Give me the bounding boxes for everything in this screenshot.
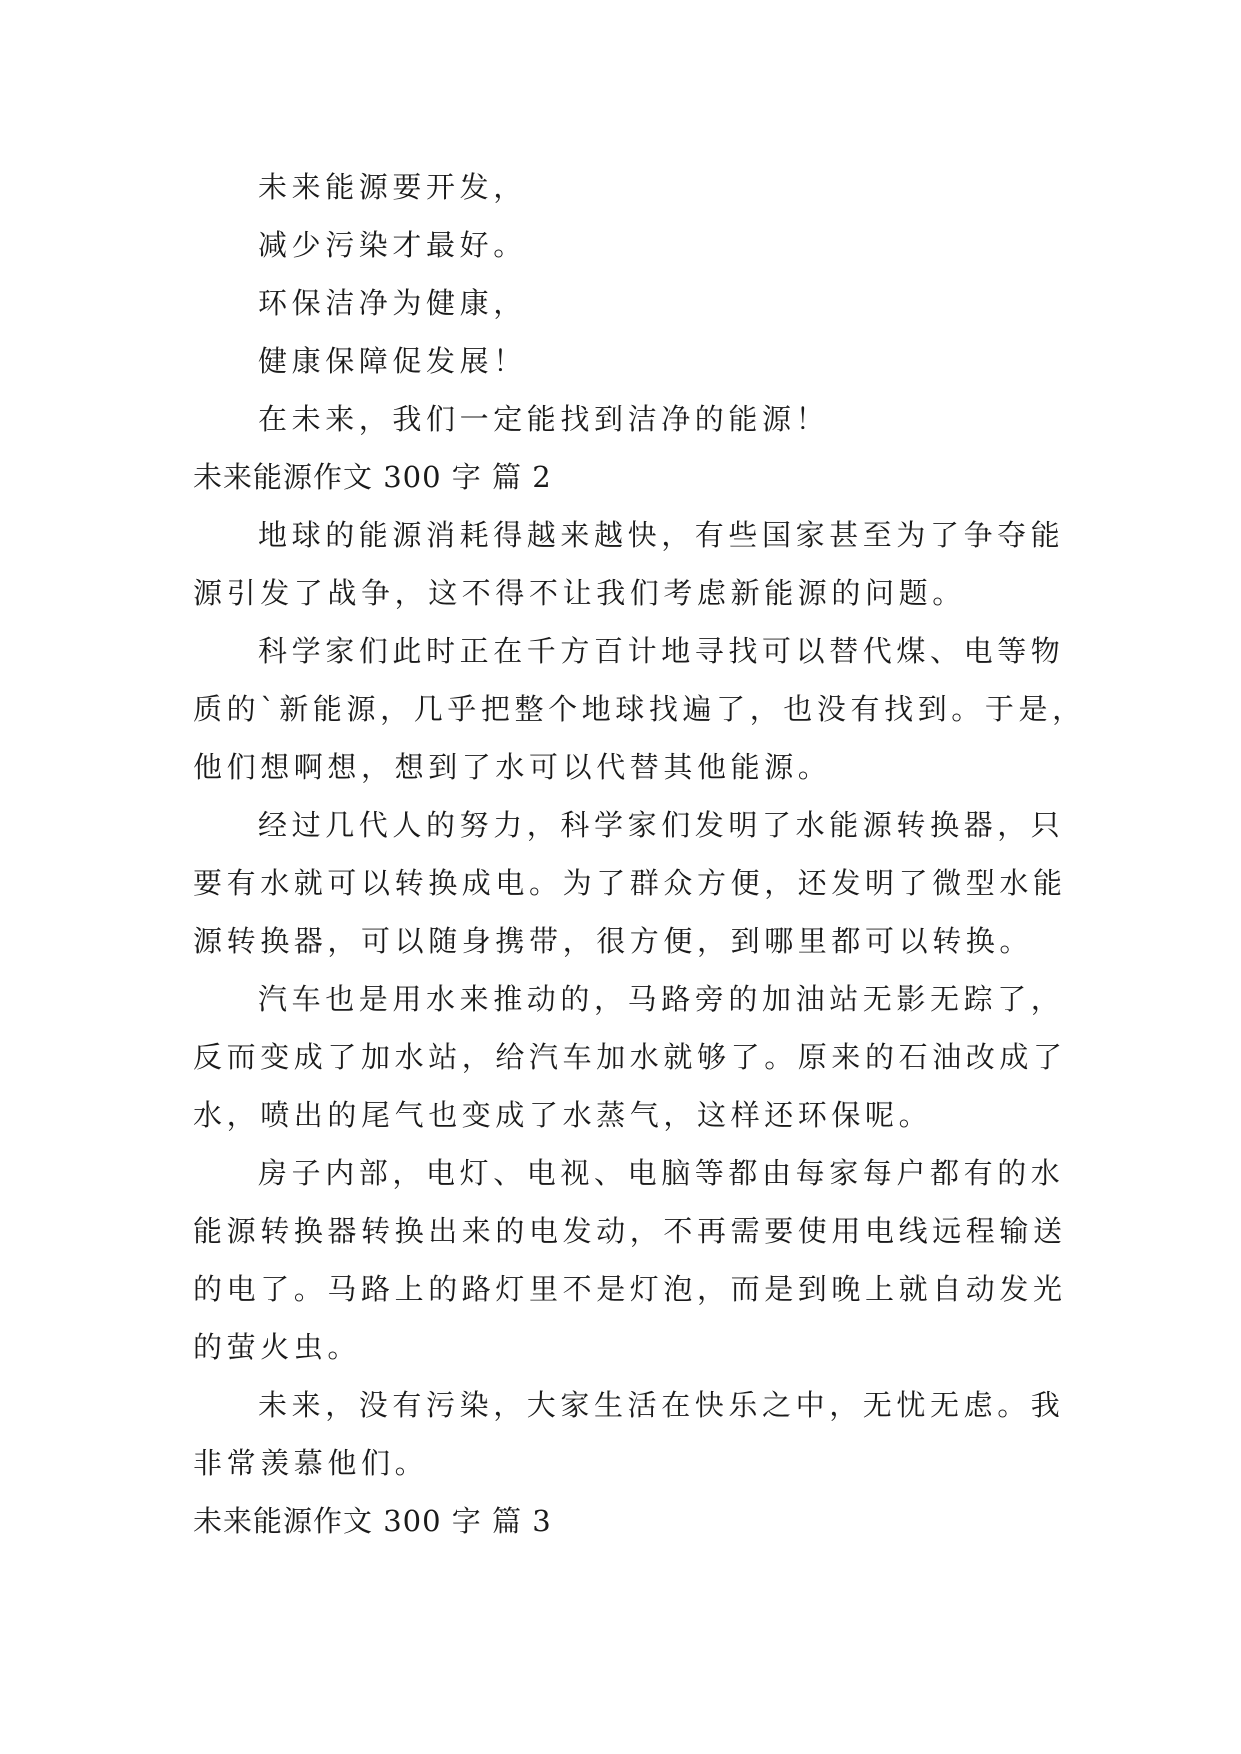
paragraph-line: 要有水就可以转换成电。为了群众方便，还发明了微型水能 bbox=[193, 866, 1067, 900]
paragraph-line: 地球的能源消耗得越来越快，有些国家甚至为了争夺能 bbox=[258, 518, 1065, 552]
paragraph-line: 经过几代人的努力，科学家们发明了水能源转换器，只 bbox=[258, 808, 1065, 842]
paragraph-line: 房子内部，电灯、电视、电脑等都由每家每户都有的水 bbox=[258, 1156, 1065, 1190]
paragraph-line: 他们想啊想，想到了水可以代替其他能源。 bbox=[193, 750, 832, 784]
closing-line: 在未来，我们一定能找到洁净的能源！ bbox=[258, 402, 830, 436]
paragraph-line: 反而变成了加水站，给汽车加水就够了。原来的石油改成了 bbox=[193, 1040, 1067, 1074]
poem-line-1: 未来能源要开发， bbox=[258, 170, 527, 204]
section-heading-2: 未来能源作文 300 字 篇 2 bbox=[193, 460, 552, 494]
paragraph-line: 的萤火虫。 bbox=[193, 1330, 362, 1364]
paragraph-line: 未来，没有污染，大家生活在快乐之中，无忧无虑。我 bbox=[258, 1388, 1065, 1422]
paragraph-line: 源转换器，可以随身携带，很方便，到哪里都可以转换。 bbox=[193, 924, 1034, 958]
paragraph-line: 水，喷出的尾气也变成了水蒸气，这样还环保呢。 bbox=[193, 1098, 933, 1132]
paragraph-line: 质的`新能源，几乎把整个地球找遍了，也没有找到。于是， bbox=[193, 692, 1086, 726]
paragraph-line: 能源转换器转换出来的电发动，不再需要使用电线远程输送 bbox=[193, 1214, 1067, 1248]
poem-line-3: 环保洁净为健康， bbox=[258, 286, 527, 320]
paragraph-line: 科学家们此时正在千方百计地寻找可以替代煤、电等物 bbox=[258, 634, 1065, 668]
paragraph-line: 非常羡慕他们。 bbox=[193, 1446, 429, 1480]
section-heading-3: 未来能源作文 300 字 篇 3 bbox=[193, 1504, 552, 1538]
paragraph-line: 汽车也是用水来推动的，马路旁的加油站无影无踪了， bbox=[258, 982, 1065, 1016]
poem-line-2: 减少污染才最好。 bbox=[258, 228, 527, 262]
paragraph-line: 的电了。马路上的路灯里不是灯泡，而是到晚上就自动发光 bbox=[193, 1272, 1067, 1306]
paragraph-line: 源引发了战争，这不得不让我们考虑新能源的问题。 bbox=[193, 576, 966, 610]
poem-line-4: 健康保障促发展！ bbox=[258, 344, 527, 378]
